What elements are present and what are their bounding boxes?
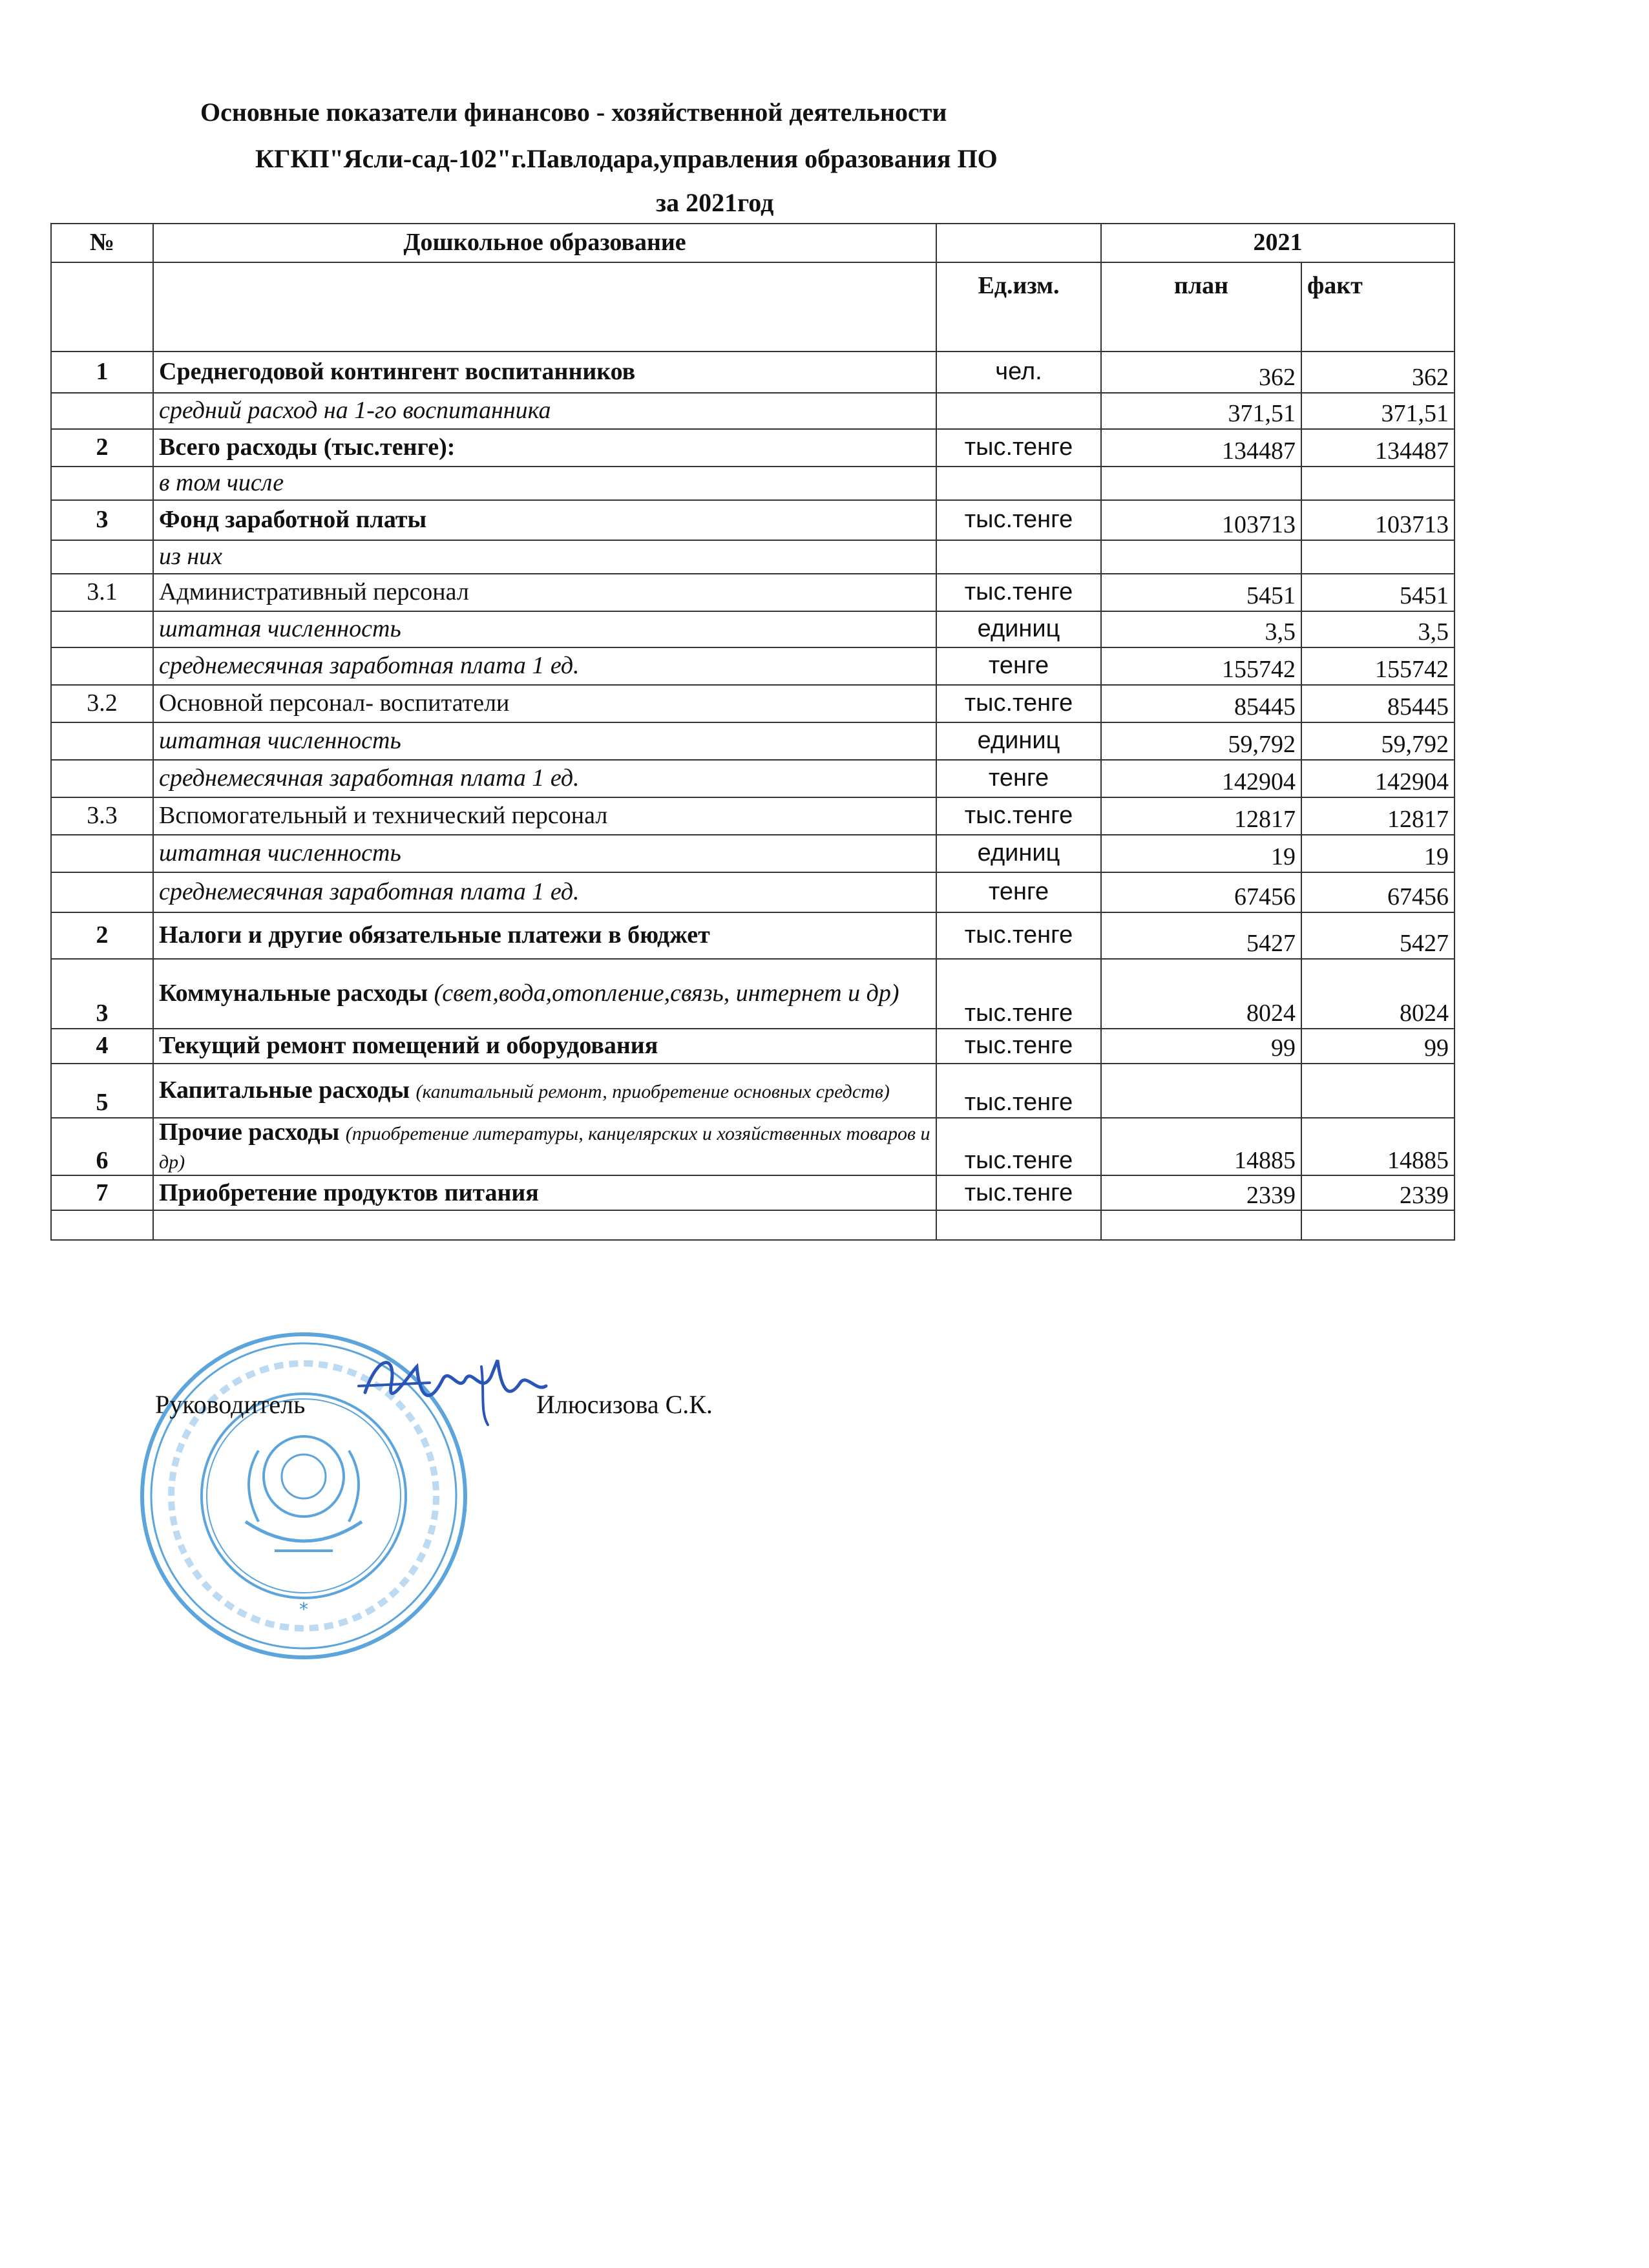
table-row (51, 540, 1455, 574)
row-name (153, 352, 936, 393)
row-name-text: штатная численность (159, 615, 401, 643)
row-fact-value: 2339 (1301, 1175, 1455, 1210)
row-number: 3.1 (51, 574, 153, 611)
row-note: (капитальный ремонт, приобретение основных средств) (415, 1081, 890, 1103)
header-plan: план (1101, 262, 1301, 352)
row-plan-value: 2339 (1101, 1175, 1301, 1210)
row-unit: чел. (936, 352, 1101, 393)
table-subheader-row (51, 262, 1455, 352)
row-unit: тыс.тенге (936, 959, 1101, 1029)
row-fact-value: 103713 (1301, 500, 1455, 540)
row-name (153, 1118, 936, 1175)
row-plan-value: 103713 (1101, 500, 1301, 540)
row-plan-value: 362 (1101, 352, 1301, 393)
row-plan-value: 8024 (1101, 959, 1301, 1029)
row-number (51, 467, 153, 500)
table-row (51, 1118, 1455, 1175)
row-name-text: среднемесячная заработная плата 1 ед. (159, 878, 580, 906)
row-number: 6 (51, 1118, 153, 1175)
row-number (51, 760, 153, 797)
row-plan-value: 371,51 (1101, 393, 1301, 429)
row-number (51, 722, 153, 760)
row-plan-value (1101, 467, 1301, 500)
row-number (51, 872, 153, 912)
row-name-text: в том числе (159, 469, 284, 497)
row-unit: тыс.тенге (936, 797, 1101, 835)
row-unit: единиц (936, 722, 1101, 760)
row-number: 3 (51, 959, 153, 1029)
table-row (51, 797, 1455, 835)
table-row (51, 352, 1455, 393)
row-name-text: Коммунальные расходы (159, 980, 428, 1007)
row-unit: тенге (936, 647, 1101, 685)
row-number: 3 (51, 500, 153, 540)
table-row (51, 835, 1455, 872)
row-fact-value: 5427 (1301, 912, 1455, 959)
row-unit: тыс.тенге (936, 574, 1101, 611)
table-row (51, 685, 1455, 722)
row-fact-value: 8024 (1301, 959, 1455, 1029)
row-fact-value: 99 (1301, 1029, 1455, 1064)
table-row (51, 1029, 1455, 1064)
row-name-text: средний расход на 1-го воспитанника (159, 397, 551, 425)
row-plan-value: 3,5 (1101, 611, 1301, 647)
row-number (51, 647, 153, 685)
table-row (51, 1064, 1455, 1118)
row-plan-value: 99 (1101, 1029, 1301, 1064)
row-number: 3.2 (51, 685, 153, 722)
row-name (153, 467, 936, 500)
row-name (153, 429, 936, 467)
row-name (153, 760, 936, 797)
row-fact-value: 85445 (1301, 685, 1455, 722)
row-unit (936, 467, 1101, 500)
row-name-text: Текущий ремонт помещений и оборудования (159, 1032, 658, 1060)
header-section: Дошкольное образование (153, 224, 936, 262)
row-fact-value: 19 (1301, 835, 1455, 872)
report-title-line-2: КГКП"Ясли-сад-102"г.Павлодара,управления образования ПО (255, 144, 998, 173)
table-row (51, 393, 1455, 429)
row-unit: тыс.тенге (936, 1118, 1101, 1175)
row-unit: единиц (936, 835, 1101, 872)
row-name-text: Всего расходы (тыс.тенге): (159, 434, 456, 461)
row-name-text: Административный персонал (159, 578, 469, 606)
row-plan-value: 142904 (1101, 760, 1301, 797)
row-plan-value: 5451 (1101, 574, 1301, 611)
row-name-text: Налоги и другие обязательные платежи в бюджет (159, 921, 710, 949)
row-number: 3.3 (51, 797, 153, 835)
row-name (153, 685, 936, 722)
row-fact-value (1301, 1064, 1455, 1118)
row-name (153, 835, 936, 872)
financial-indicators-table (50, 223, 1455, 1241)
svg-text:*: * (299, 1599, 308, 1620)
row-note: (свет,вода,отопление,связь, интернет и др) (434, 980, 899, 1007)
row-plan-value: 67456 (1101, 872, 1301, 912)
row-fact-value: 155742 (1301, 647, 1455, 685)
row-name-text: из них (159, 543, 223, 571)
row-name (153, 540, 936, 574)
row-name-text: Вспомогательный и технический персонал (159, 802, 608, 830)
row-unit (936, 393, 1101, 429)
row-unit: тенге (936, 872, 1101, 912)
row-fact-value: 371,51 (1301, 393, 1455, 429)
report-title-line-1: Основные показатели финансово - хозяйственной деятельности (200, 98, 947, 127)
signature-label: Руководитель (155, 1390, 306, 1419)
row-name (153, 797, 936, 835)
table-row (51, 500, 1455, 540)
table-row (51, 760, 1455, 797)
table-row (51, 872, 1455, 912)
table-body (51, 352, 1455, 1210)
row-name-text: среднемесячная заработная плата 1 ед. (159, 652, 580, 680)
table-row (51, 429, 1455, 467)
row-plan-value: 85445 (1101, 685, 1301, 722)
row-number: 4 (51, 1029, 153, 1064)
table-row (51, 467, 1455, 500)
table-header-row (51, 224, 1455, 262)
row-name (153, 722, 936, 760)
row-name (153, 872, 936, 912)
row-plan-value: 5427 (1101, 912, 1301, 959)
row-fact-value: 59,792 (1301, 722, 1455, 760)
row-name (153, 393, 936, 429)
row-name (153, 500, 936, 540)
row-name (153, 611, 936, 647)
table-row (51, 574, 1455, 611)
header-fact: факт (1301, 262, 1455, 352)
row-unit: единиц (936, 611, 1101, 647)
row-unit (936, 540, 1101, 574)
row-number (51, 540, 153, 574)
row-fact-value: 3,5 (1301, 611, 1455, 647)
row-name-text: Среднегодовой контингент воспитанников (159, 358, 636, 386)
row-name-text: штатная численность (159, 839, 401, 867)
header-year: 2021 (1101, 224, 1455, 262)
row-plan-value (1101, 1064, 1301, 1118)
row-unit: тенге (936, 760, 1101, 797)
row-fact-value: 142904 (1301, 760, 1455, 797)
row-fact-value: 14885 (1301, 1118, 1455, 1175)
table-row (51, 611, 1455, 647)
row-unit: тыс.тенге (936, 1029, 1101, 1064)
row-name (153, 1175, 936, 1210)
row-plan-value: 155742 (1101, 647, 1301, 685)
row-unit: тыс.тенге (936, 912, 1101, 959)
header-blank (936, 224, 1101, 262)
row-number: 2 (51, 429, 153, 467)
row-name (153, 1029, 936, 1064)
row-unit: тыс.тенге (936, 500, 1101, 540)
row-note: (приобретение литературы, канцелярских и хозяйственных товаров и др) (159, 1123, 930, 1173)
row-plan-value: 12817 (1101, 797, 1301, 835)
row-name (153, 912, 936, 959)
row-number: 7 (51, 1175, 153, 1210)
row-plan-value: 134487 (1101, 429, 1301, 467)
row-number: 2 (51, 912, 153, 959)
row-number (51, 835, 153, 872)
row-fact-value (1301, 467, 1455, 500)
table-row (51, 959, 1455, 1029)
header-unit: Ед.изм. (936, 262, 1101, 352)
row-number: 1 (51, 352, 153, 393)
row-plan-value: 14885 (1101, 1118, 1301, 1175)
table-row (51, 912, 1455, 959)
row-name (153, 647, 936, 685)
row-plan-value (1101, 540, 1301, 574)
row-name-text: Капитальные расходы (159, 1076, 410, 1104)
row-fact-value: 5451 (1301, 574, 1455, 611)
row-unit: тыс.тенге (936, 685, 1101, 722)
row-plan-value: 59,792 (1101, 722, 1301, 760)
row-number (51, 611, 153, 647)
row-name-text: Основной персонал- воспитатели (159, 689, 510, 717)
row-unit: тыс.тенге (936, 1175, 1101, 1210)
row-plan-value: 19 (1101, 835, 1301, 872)
row-fact-value: 134487 (1301, 429, 1455, 467)
row-fact-value: 67456 (1301, 872, 1455, 912)
row-name-text: Прочие расходы (159, 1118, 340, 1146)
row-fact-value: 362 (1301, 352, 1455, 393)
row-name-text: штатная численность (159, 727, 401, 755)
row-unit: тыс.тенге (936, 429, 1101, 467)
row-number (51, 393, 153, 429)
row-name-text: Фонд заработной платы (159, 506, 427, 534)
table-empty-row (51, 1210, 1455, 1240)
handwritten-signature (352, 1347, 559, 1431)
row-name-text: среднемесячная заработная плата 1 ед. (159, 764, 580, 792)
report-period: за 2021год (656, 188, 774, 217)
table-row (51, 722, 1455, 760)
row-fact-value: 12817 (1301, 797, 1455, 835)
header-number: № (51, 224, 153, 262)
row-name (153, 959, 936, 1029)
row-name-text: Приобретение продуктов питания (159, 1179, 539, 1206)
row-name (153, 574, 936, 611)
row-fact-value (1301, 540, 1455, 574)
table-row (51, 1175, 1455, 1210)
row-unit: тыс.тенге (936, 1064, 1101, 1118)
table-row (51, 647, 1455, 685)
row-number: 5 (51, 1064, 153, 1118)
row-name (153, 1064, 936, 1118)
signatory-name: Илюсизова С.К. (536, 1390, 713, 1419)
